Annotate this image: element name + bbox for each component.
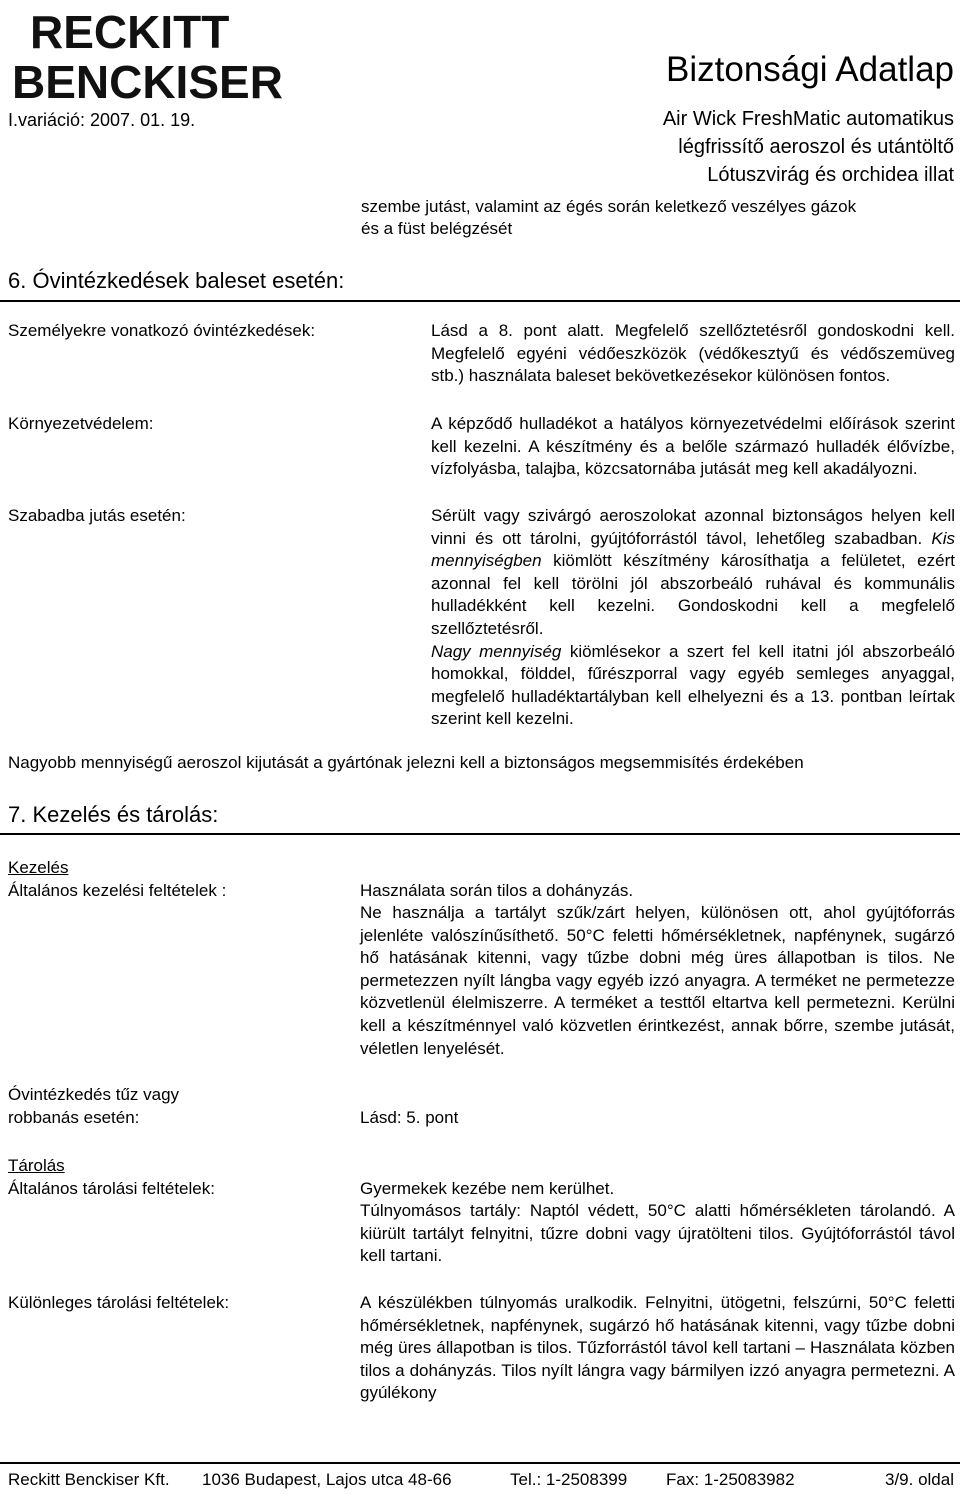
environment-label: Környezetvédelem:: [8, 414, 154, 433]
handling-general-text-2: Ne használja a tartályt szűk/zárt helyen, különösen ott, ahol gyújtóforrás jelenléte valószínűsíthető. 50°C feletti hőmérsékletnek, napfénynek, sugárzó hő hatásának kitenni, vagy tűzbe dobni még üres állapotban is tilos. Ne permetezzen nyílt lángba vagy egyéb izzó anyagra. A terméket ne permetezze közvetlenül élelmiszerre. A terméket a testtől eltartva kell permetezni. Kerülni kell a készítménnyel való közvetlen érintkezést, annak bőrre, szembe jutását, véletlen lenyelését.: [360, 903, 955, 1058]
product-name-line-2: légfrissítő aeroszol és utántöltő: [678, 136, 954, 158]
document-title: Biztonsági Adatlap: [666, 50, 954, 89]
storage-general-text-1: Gyermekek kezébe nem kerülhet.: [360, 1179, 615, 1198]
footer-company: Reckitt Benckiser Kft.: [8, 1470, 170, 1489]
handling-title: Kezelés: [8, 858, 69, 877]
continuation-line-1: szembe jutást, valamint az égés során keletkező veszélyes gázok: [361, 197, 857, 216]
document-version: I.variáció: 2007. 01. 19.: [8, 110, 196, 130]
release-text-part-2: kiömlött készítmény károsíthatja a felületet, ezért azonnal fel kell törölni jól abszorbeáló ruhával és kommunális hulladékként kell kezelni. Gondoskodni kell a megfelelő szellőztetésről.: [431, 551, 955, 638]
release-small-quantity: Kis mennyiségben: [431, 528, 955, 571]
footer-phone: Tel.: 1-2508399: [510, 1470, 628, 1489]
storage-special-label: Különleges tárolási feltételek:: [8, 1293, 230, 1312]
handling-general-label: Általános kezelési feltételek :: [8, 881, 227, 900]
storage-title: Tárolás: [8, 1156, 65, 1175]
fire-label-line-1: Óvintézkedés tűz vagy: [8, 1085, 180, 1104]
footer-address: 1036 Budapest, Lajos utca 48-66: [202, 1470, 452, 1489]
release-text-part-1: Sérült vagy szivárgó aeroszolokat azonnal biztonságos helyen kell vinni és ott tárolni, gyújtóforrástól távol, lehetőleg szabadban.: [431, 506, 955, 548]
release-label: Szabadba jutás esetén:: [8, 506, 186, 525]
logo-line-1: RECKITT: [30, 6, 230, 58]
footer-divider: [0, 1462, 960, 1464]
environment-text: A képződő hulladékot a hatályos környezetvédelmi előírások szerint kell kezelni. A készítmény és a belőle származó hulladék élővízbe, vízfolyásba, talajba, közcsatornába jutását meg kell akadályozni.: [431, 414, 955, 479]
footer-page-number: 3/9. oldal: [885, 1470, 954, 1489]
handling-general-text-1: Használata során tilos a dohányzás.: [360, 881, 634, 900]
fire-label-line-2: robbanás esetén:: [8, 1108, 140, 1127]
logo-line-2: BENCKISER: [12, 56, 283, 106]
footer-fax: Fax: 1-25083982: [666, 1470, 795, 1489]
section-7-heading: 7. Kezelés és tárolás:: [8, 802, 219, 827]
product-name-line-1: Air Wick FreshMatic automatikus: [662, 108, 954, 130]
continuation-line-2: és a füst belégzését: [361, 219, 513, 238]
product-name-line-3: Lótuszvirág és orchidea illat: [707, 164, 954, 186]
fire-text: Lásd: 5. pont: [360, 1108, 459, 1127]
section-6-divider: [0, 300, 960, 302]
section-6-heading: 6. Óvintézkedések baleset esetén:: [8, 268, 345, 293]
personal-precautions-text: Lásd a 8. pont alatt. Megfelelő szellőztetésről gondoskodni kell. Megfelelő egyéni védőeszközök (védőkesztyű és védőszemüveg stb.) használata baleset bekövetkezésekor különösen fontos.: [431, 321, 955, 386]
company-logo: [8, 6, 298, 106]
storage-general-label: Általános tárolási feltételek:: [8, 1179, 215, 1198]
section-7-divider: [0, 833, 960, 835]
storage-general-text-2: Túlnyomásos tartály: Naptól védett, 50°C alatti hőmérsékleten tárolandó. A kiürült tartályt felnyitni, tűzre dobni vagy újratölteni tilos. Gyújtóforrástól távol kell tartani.: [360, 1201, 955, 1266]
section-6-note: Nagyobb mennyiségű aeroszol kijutását a gyártónak jelezni kell a biztonságos megsemmisítés érdekében: [8, 753, 804, 772]
release-text-part-3: kiömlésekor a szert fel kell itatni jól abszorbeáló homokkal, földdel, fűrészporral vagy egyéb semleges anyaggal, megfelelő hulladéktartályban kell elhelyezni és a 13. pontban leírtak szerint kell kezelni.: [431, 641, 955, 729]
release-large-quantity: Nagy mennyiség: [431, 641, 562, 661]
release-text: [431, 505, 955, 731]
storage-special-text: A készülékben túlnyomás uralkodik. Felnyitni, ütögetni, felszúrni, 50°C feletti hőmérsékletnek, napfénynek, sugárzó hő hatásának kitenni, vagy tűzbe dobni még üres állapotban is tilos. Tűzforrástól távol kell tartani – Használata közben tilos a dohányzás. Tilos nyílt lángra vagy bármilyen izzó anyagra permetezni. A gyúlékony: [360, 1293, 955, 1403]
personal-precautions-label: Személyekre vonatkozó óvintézkedések:: [8, 321, 316, 340]
